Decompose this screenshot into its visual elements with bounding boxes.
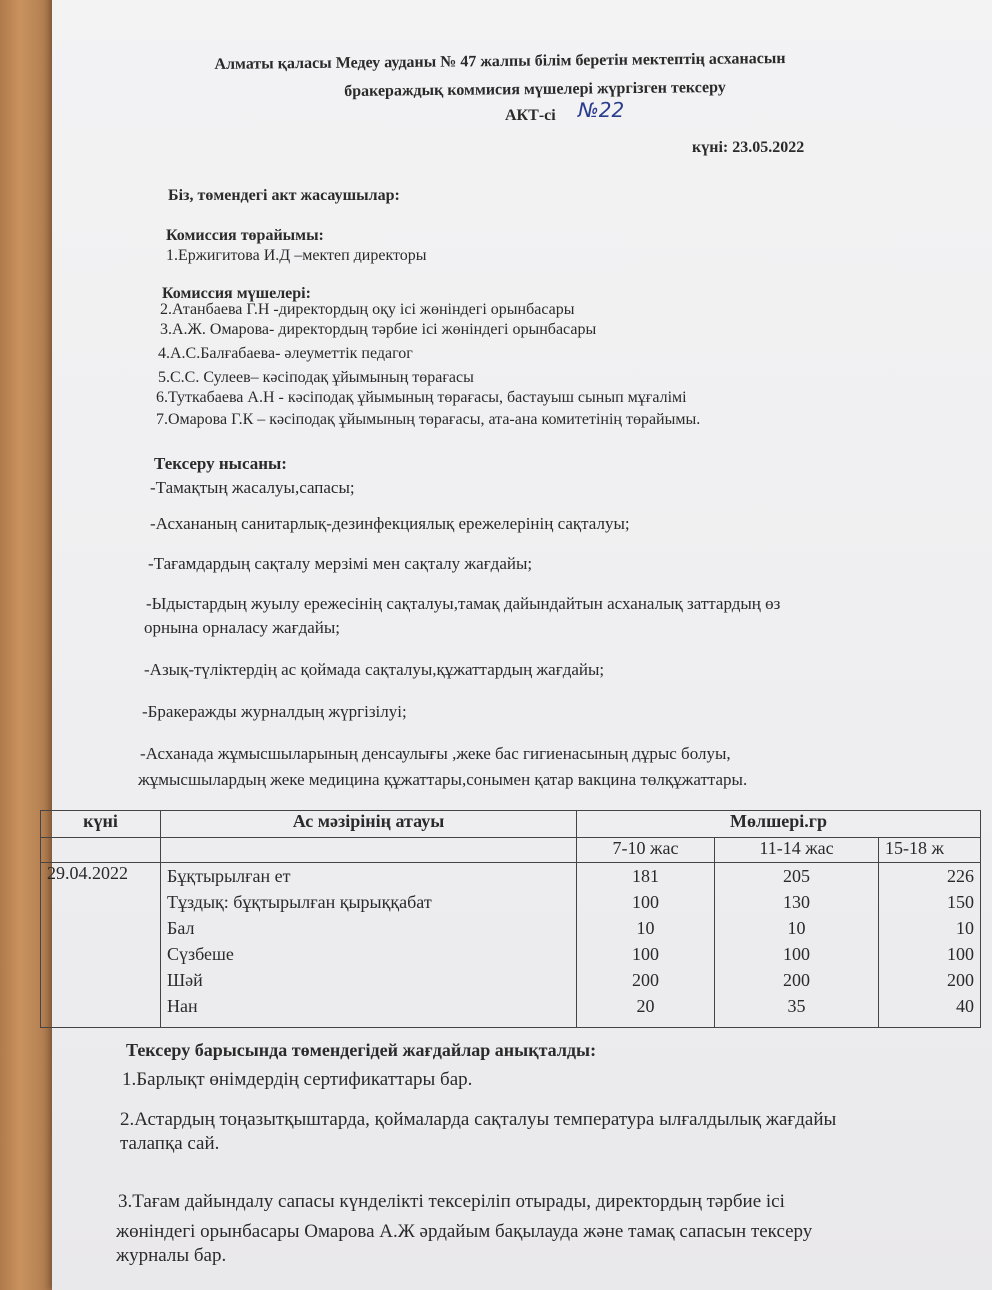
dish-name: Бұқтырылған ет bbox=[167, 866, 291, 886]
amount-value: 205 bbox=[783, 866, 810, 886]
doc-title-line2: бракераждық коммисия мүшелері жүргізген тексеру bbox=[344, 79, 726, 100]
finding-1: 1.Барлықт өнімдердің сертификаттары бар. bbox=[122, 1069, 473, 1090]
scope-item: -Бракеражды журналдың жүргізілуі; bbox=[142, 702, 407, 721]
amount-value: 200 bbox=[783, 970, 810, 990]
finding-2a: 2.Астардың тоңазытқыштарда, қоймаларда сақталуы температура ылғалдылық жағдайы bbox=[120, 1109, 837, 1130]
scope-item: орнына орналасу жағдайы; bbox=[144, 618, 341, 637]
dish-name: Шәй bbox=[167, 970, 203, 990]
intro-text: Біз, төмендегі акт жасаушылар: bbox=[168, 187, 400, 204]
row-date: 29.04.2022 bbox=[41, 863, 161, 1028]
col-header-amount: Мөлшері.гр bbox=[577, 811, 981, 838]
amount-value: 10 bbox=[956, 918, 975, 938]
age-group-header: 7-10 жас bbox=[577, 838, 715, 863]
member-item: 7.Омарова Г.К – кәсіподақ ұйымының төрағасы, ата-ана комитетінің төрайымы. bbox=[156, 411, 701, 428]
scope-item: -Асхананың санитарлық-дезинфекциялық ережелерінің сақталуы; bbox=[150, 514, 630, 533]
scope-heading: Тексеру нысаны: bbox=[154, 454, 287, 473]
dish-name: Тұздық: бұқтырылған қырыққабат bbox=[167, 892, 432, 912]
doc-date: күні: 23.05.2022 bbox=[692, 139, 805, 156]
scope-item: -Ыдыстардың жуылу ережесінің сақталуы,тамақ дайындайтын асханалық заттардың өз bbox=[146, 594, 781, 613]
member-item: 2.Атанбаева Г.Н -директордың оқу ісі жөніндегі орынбасары bbox=[160, 301, 575, 318]
amount-value: 100 bbox=[632, 892, 659, 912]
amount-value: 20 bbox=[636, 996, 655, 1016]
dish-name: Сүзбеше bbox=[167, 944, 234, 964]
col-header-menu: Ас мәзірінің атауы bbox=[161, 811, 577, 838]
blank-cell bbox=[41, 838, 161, 863]
finding-2b: талапқа сай. bbox=[120, 1133, 220, 1154]
amount-value: 181 bbox=[632, 866, 659, 886]
amount-value: 35 bbox=[787, 996, 806, 1016]
amount-value: 100 bbox=[947, 944, 975, 964]
dish-list bbox=[161, 863, 577, 1028]
amount-value: 200 bbox=[632, 970, 659, 990]
finding-3b: жөніндегі орынбасары Омарова А.Ж әрдайым бақылауда және тамақ сапасын тексеру bbox=[116, 1221, 813, 1242]
amount-value: 10 bbox=[636, 918, 655, 938]
member-item: 5.С.С. Сулеев– кәсіподақ ұйымының төрағасы bbox=[158, 369, 474, 386]
amount-value: 150 bbox=[947, 892, 975, 912]
doc-title-line1: Алматы қаласы Медеу ауданы № 47 жалпы білім беретін мектептің асханасын bbox=[214, 50, 786, 73]
dish-name: Нан bbox=[167, 996, 198, 1016]
amount-value: 226 bbox=[947, 866, 975, 886]
scope-item: жұмысшылардың жеке медицина құжаттары,сонымен қатар вакцина төлқұжаттары. bbox=[138, 770, 748, 789]
amounts-11-14 bbox=[715, 863, 879, 1028]
amount-value: 200 bbox=[947, 970, 975, 990]
amount-value: 40 bbox=[956, 996, 975, 1016]
findings-heading: Тексеру барысында төмендегідей жағдайлар анықталды: bbox=[126, 1040, 597, 1060]
blank-cell bbox=[161, 838, 577, 863]
amount-value: 130 bbox=[783, 892, 810, 912]
amounts-15-18 bbox=[879, 863, 981, 1028]
finding-3c: журналы бар. bbox=[116, 1245, 227, 1266]
amounts-7-10 bbox=[577, 863, 715, 1028]
members-heading: Комиссия мүшелері: bbox=[162, 285, 311, 302]
doc-title-act: АКТ-сі bbox=[505, 107, 556, 124]
dish-name: Бал bbox=[167, 918, 195, 938]
member-item: 6.Туткабаева А.Н - кәсіподақ ұйымының төрағасы, бастауыш сынып мұғалімі bbox=[156, 389, 687, 406]
amount-value: 100 bbox=[632, 944, 659, 964]
member-item: 4.А.С.Балғабаева- әлеуметтік педагог bbox=[158, 345, 413, 362]
act-number-handwritten: №22 bbox=[578, 98, 625, 122]
chair-name: 1.Ержигитова И.Д –мектеп директоры bbox=[166, 247, 427, 264]
finding-3a: 3.Тағам дайындалу сапасы күнделікті тексеріліп отырады, директордың тәрбие ісі bbox=[118, 1191, 785, 1212]
scope-item: -Тағамдардың сақталу мерзімі мен сақталу жағдайы; bbox=[148, 554, 533, 573]
member-item: 3.А.Ж. Омарова- директордың тәрбие ісі жөніндегі орынбасары bbox=[160, 321, 597, 338]
age-group-header: 11-14 жас bbox=[715, 838, 879, 863]
amount-value: 10 bbox=[787, 918, 806, 938]
scope-item: -Асханада жұмысшыларының денсаулығы ,жеке бас гигиенасының дұрыс болуы, bbox=[140, 744, 731, 763]
age-group-header: 15-18 ж bbox=[879, 838, 981, 863]
amount-value: 100 bbox=[783, 944, 810, 964]
chair-heading: Комиссия төрайымы: bbox=[166, 227, 324, 244]
scope-item: -Тамақтың жасалуы,сапасы; bbox=[150, 478, 355, 497]
col-header-date: күні bbox=[41, 811, 161, 838]
menu-table bbox=[40, 810, 981, 1028]
scope-item: -Азық-түліктердің ас қоймада сақталуы,құжаттардың жағдайы; bbox=[144, 660, 605, 679]
